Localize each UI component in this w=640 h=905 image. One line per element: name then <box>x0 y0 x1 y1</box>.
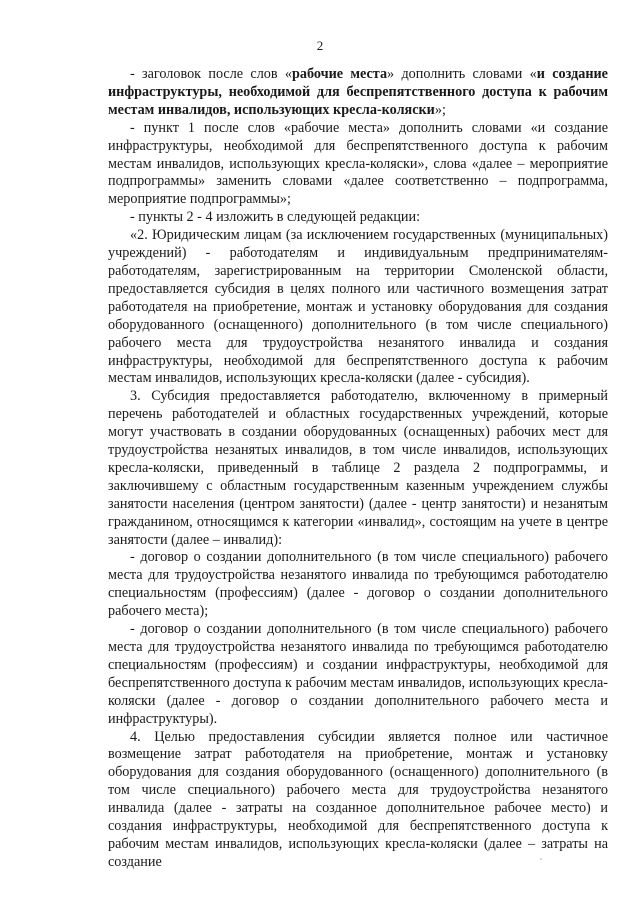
p1-mid: » дополнить словами « <box>387 66 537 82</box>
paragraph-title-amendment <box>108 66 608 120</box>
document-body <box>108 66 608 872</box>
p1-suffix: »; <box>434 101 446 118</box>
page-number: 2 <box>316 38 324 53</box>
p1-prefix: - заголовок после слов « <box>130 66 292 82</box>
scan-speck <box>540 858 542 860</box>
paragraph-item-2: «2. Юридическим лицам (за исключением государственных (муниципальных) учреждений) - работодателям и индивидуальным предпринимателям-работодателям, зарегистрированным на территории Смоленской области, предоставляется субсидия в целях полного или частичного возмещения затрат работодателя на приобретение, монтаж и установку оборудования для создания оборудованного (оснащенного) дополнительного (в том числе специального) рабочего места для трудоустройства незанятого инвалида и создания инфраструктуры, необходимой для беспрепятственного доступа к рабочим местам инвалидов, использующих кресла-коляски (далее - субсидия). <box>108 227 608 387</box>
paragraph-contract-workplace-infrastructure: - договор о создании дополнительного (в том числе специального) рабочего места для трудоустройства незанятого инвалида по требующимся работодателю специальностям (профессиям) и создании инфраструктуры, необходимой для беспрепятственного доступа к рабочим местам инвалидов, использующих кресла-коляски (далее - договор о создании дополнительного рабочего места и инфраструктуры). <box>108 621 608 727</box>
paragraph-item1-amendment: - пункт 1 после слов «рабочие места» дополнить словами «и создание инфраструктуры, необходимой для беспрепятственного доступа к рабочим местам инвалидов, использующих кресла-коляски», слова «далее – мероприятие подпрограммы» заменить словами «далее соответственно – подпрограмма, мероприятие подпрограммы»; <box>108 119 608 208</box>
paragraph-contract-additional-workplace: - договор о создании дополнительного (в том числе специального) рабочего места для трудоустройства незанятого инвалида по требующимся работодателю специальностям (профессиям) (далее - договор о создании дополнительного рабочего места); <box>108 549 608 620</box>
paragraph-item-3: 3. Субсидия предоставляется работодателю, включенному в примерный перечень работодателей и областных государственных учреждений, которые могут участвовать в создании оборудованных (оснащенных) рабочих мест для трудоустройства незанятых инвалидов, в том числе инвалидов, использующих кресла-коляски, приведенный в таблице 2 раздела 2 подпрограммы, и заключившему с областным государственным казенным учреждением службы занятости населения (центром занятости) (далее - центр занятости) и незанятым гражданином, относящимся к категории «инвалид», состоящим на учете в центре занятости (далее – инвалид): <box>108 388 608 548</box>
paragraph-items-2-4-intro: - пункты 2 - 4 изложить в следующей редакции: <box>130 209 421 226</box>
p1-bold-phrase: рабочие места <box>291 66 388 82</box>
paragraph-item-4: 4. Целью предоставления субсидии является полное или частичное возмещение затрат работодателя на приобретение, монтаж и установку оборудования для создания оборудованного (оснащенного) дополнительного (в том числе специального) рабочего места для трудоустройства незанятого инвалида (далее - затраты на созданное дополнительное рабочее место) и создания инфраструктуры, необходимой для беспрепятственного доступа к рабочим местам инвалидов, использующих кресла-коляски (далее – затраты на создание <box>108 728 608 870</box>
p1-bold-insertion: и создание инфраструктуры, необходимой для беспрепятственного доступа к рабочим местам инвалидов, использующих кресла-коляски <box>108 66 608 118</box>
